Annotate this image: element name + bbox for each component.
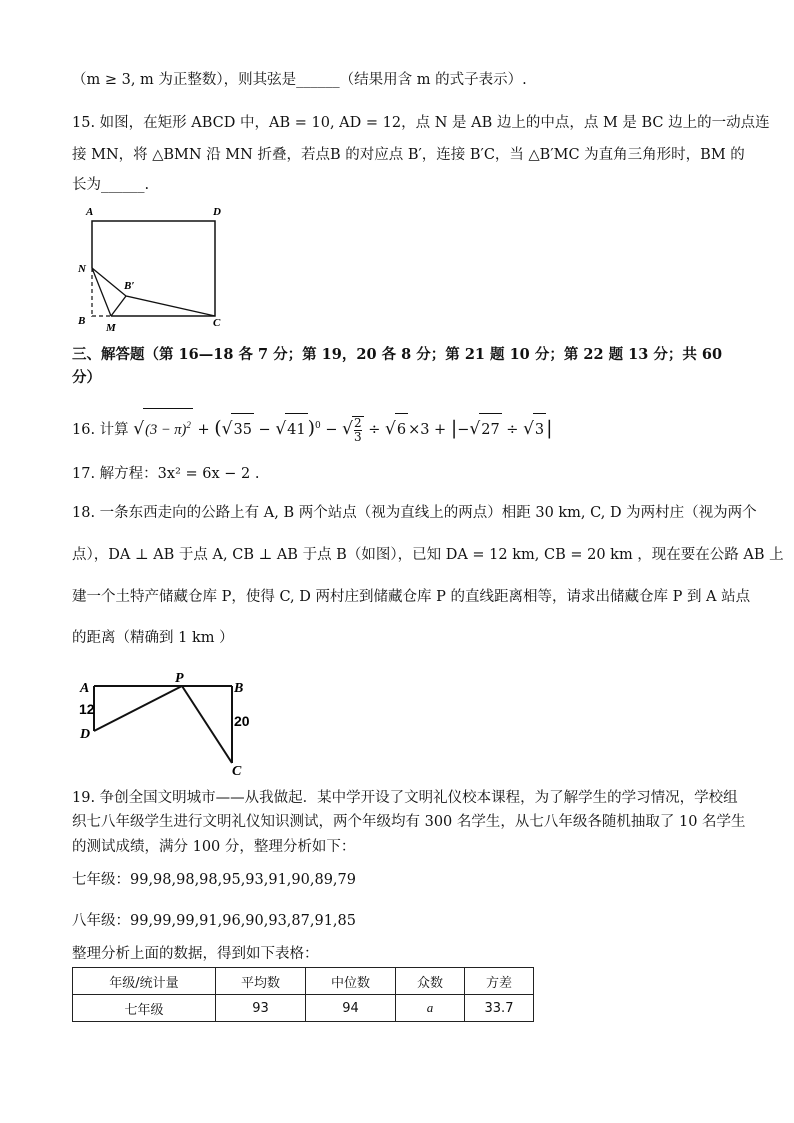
cell-grade: 七年级 xyxy=(73,995,216,1022)
cell-mode: a xyxy=(396,995,465,1022)
table-intro: 整理分析上面的数据，得到如下表格： xyxy=(72,946,319,962)
label-a: A xyxy=(86,206,94,218)
label-d: D xyxy=(213,206,221,218)
minus-sign-2: − xyxy=(325,421,338,438)
q15-figure xyxy=(72,200,242,335)
radical-sign: √ xyxy=(133,418,145,439)
q18-figure xyxy=(72,668,262,778)
right-paren: ) xyxy=(307,416,316,439)
table-header-row xyxy=(73,968,534,995)
q18-line4: 的距离（精确到 1 km ） xyxy=(72,630,234,646)
grade7-scores: 七年级：99,98,98,98,95,93,91,90,89,79 xyxy=(72,872,356,888)
section3-line1: 三、解答题（第 16—18 各 7 分；第 19，20 各 8 分；第 21 题 10 分；第 22 题 13 分；共 60 xyxy=(72,346,723,363)
header-mode: 众数 xyxy=(396,968,465,995)
cell-mean: 93 xyxy=(216,995,306,1022)
times-three: ×3 + xyxy=(408,421,447,438)
label-n: N xyxy=(78,263,86,275)
label-c: C xyxy=(213,317,221,329)
label-m: M xyxy=(106,322,116,334)
header-variance: 方差 xyxy=(465,968,534,995)
abs-minus: − xyxy=(457,421,470,438)
abs-right-bar: | xyxy=(546,416,553,439)
q18-line3: 建一个土特产储藏仓库 P，使得 C, D 两村庄到储藏仓库 P 的直线距离相等，请求出储藏仓库 P 到 A 站点 xyxy=(72,589,751,605)
section3-line2: 分） xyxy=(72,369,101,386)
left-paren: ( xyxy=(214,416,222,439)
q18-line2: 点），DA ⊥ AB 于点 A, CB ⊥ AB 于点 B（如图），已知 DA = 12 km, CB = 20 km ，现在要在公路 AB 上 xyxy=(72,547,784,563)
segment-dp xyxy=(94,686,182,731)
header-mean: 平均数 xyxy=(216,968,306,995)
minus-sign: − xyxy=(258,421,271,438)
q14-tail: （m ≥ 3, m 为正整数），则其弦是______（结果用含 m 的式子表示）. xyxy=(72,72,527,88)
header-median: 中位数 xyxy=(306,968,396,995)
label-20: 20 xyxy=(234,713,250,729)
label-c: C xyxy=(232,764,242,778)
label-bprime: B′ xyxy=(124,280,135,292)
sqrt-term-1: $(3 - \pi)^2$ xyxy=(143,408,193,446)
q15-line2: 接 MN，将 △BMN 沿 MN 折叠，若点B 的对应点 B′，连接 B′C，当 △B′MC 为直角三角形时，BM 的 xyxy=(72,147,745,163)
q19-line1: 19. 争创全国文明城市——从我做起．某中学开设了文明礼仪校本课程，为了解学生的学习情况，学校组 xyxy=(72,790,738,806)
sqrt-41: 41 xyxy=(285,413,307,446)
sqrt-35: 35 xyxy=(231,413,253,446)
sqrt-3: 3 xyxy=(533,413,546,446)
sqrt-27: 27 xyxy=(479,413,501,446)
label-b: B xyxy=(78,315,86,327)
divide-sign-2: ÷ xyxy=(506,421,519,438)
q15-line3: 长为______. xyxy=(72,177,150,193)
table-row xyxy=(73,995,534,1022)
sqrt-fraction: $\frac{2}{3}$ xyxy=(353,415,362,444)
segment-pc xyxy=(182,686,232,763)
q18-line1: 18. 一条东西走向的公路上有 A, B 两个站点（视为直线上的两点）相距 30 km, C, D 为两村庄（视为两个 xyxy=(72,505,757,521)
q16-prefix: 16. 计算 xyxy=(72,421,129,438)
segment-mbp xyxy=(111,296,126,316)
label-p: P xyxy=(175,671,184,686)
q19-line3: 的测试成绩，满分 100 分，整理分析如下： xyxy=(72,839,356,855)
cell-median: 94 xyxy=(306,995,396,1022)
divide-sign: ÷ xyxy=(368,421,381,438)
q15-line1: 15. 如图，在矩形 ABCD 中，AB = 10, AD = 12，点 N 是 AB 边上的中点，点 M 是 BC 边上的一动点连 xyxy=(72,115,770,131)
label-b: B xyxy=(234,681,244,696)
grade8-scores: 八年级：99,99,99,91,96,90,93,87,91,85 xyxy=(72,913,356,929)
sqrt-6: 6 xyxy=(395,413,408,446)
q16-expression: 16. 计算 $√(3 - \pi)^2 + (√35 - √41$ )$^0$ − √ $\frac{2}{3}$ ÷ √6 ×3 + |−√27 ÷ √3 | xyxy=(72,408,553,446)
segment-bpc xyxy=(126,296,215,316)
cell-variance: 33.7 xyxy=(465,995,534,1022)
abs-left-bar: | xyxy=(450,416,458,439)
stats-table xyxy=(72,967,534,1022)
label-d: D xyxy=(80,727,91,742)
label-12: 12 xyxy=(79,701,95,717)
q19-line2: 织七八年级学生进行文明礼仪知识测试，两个年级均有 300 名学生，从七八年级各随机抽取了 10 名学生 xyxy=(72,814,746,830)
exponent-zero: 0 xyxy=(315,421,321,431)
header-grade: 年级/统计量 xyxy=(73,968,216,995)
plus-sign: + xyxy=(197,421,210,438)
q17-equation: 17. 解方程：3x² = 6x − 2 . xyxy=(72,466,260,482)
label-a: A xyxy=(80,681,90,696)
